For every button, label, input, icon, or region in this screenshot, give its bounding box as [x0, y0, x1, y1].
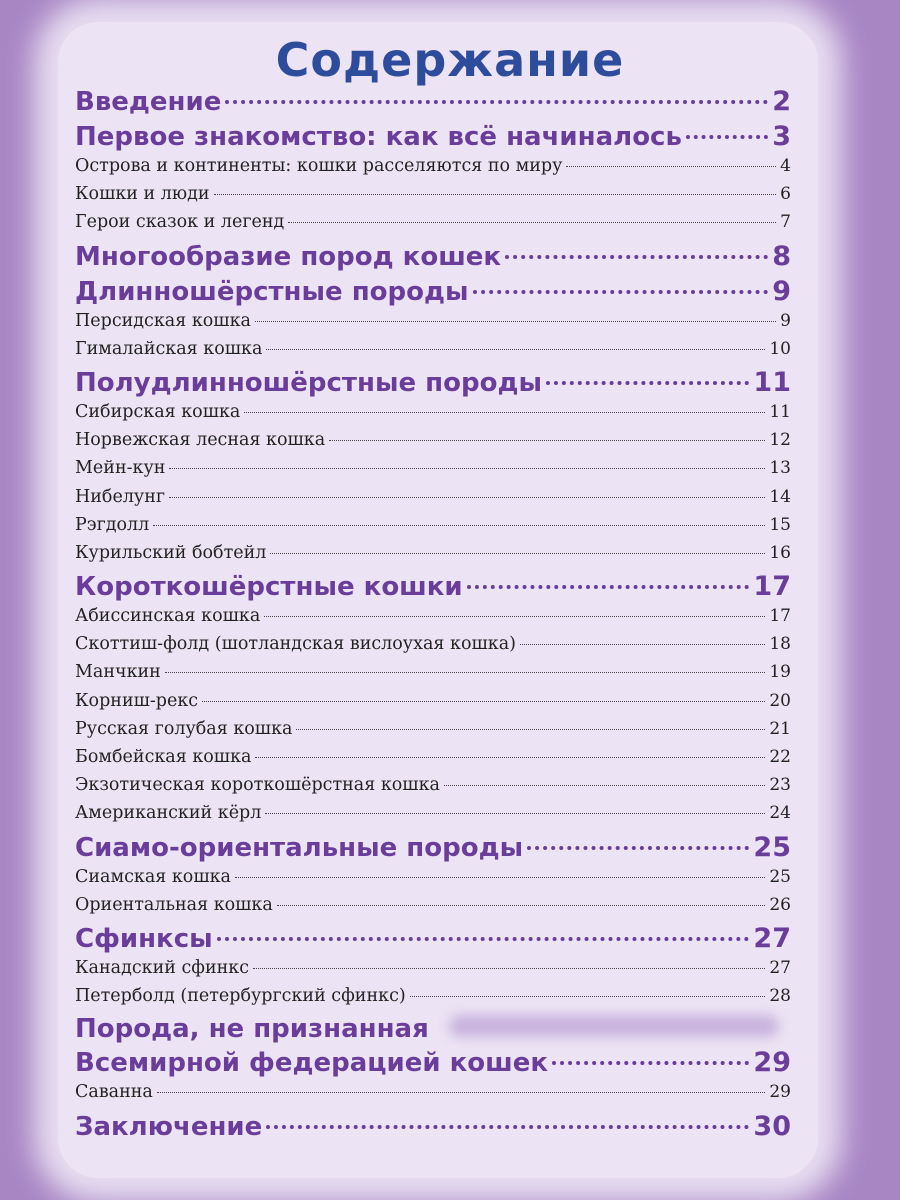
toc-page-number: 15	[769, 514, 791, 535]
toc-entry-label: Рэгдолл	[75, 514, 150, 535]
toc-page-number: 22	[769, 747, 791, 767]
toc-entry-label: Сфинксы	[75, 923, 213, 954]
dot-leader	[165, 672, 766, 673]
toc-page-number: 18	[769, 634, 791, 655]
toc-page-number: 30	[753, 1110, 791, 1142]
toc-page-number: 20	[769, 690, 791, 711]
dot-leader	[288, 222, 776, 223]
toc-entry-label: Герои сказок и легенд	[75, 212, 285, 233]
toc-page-number: 29	[769, 1082, 791, 1103]
toc-entry-label: Манчкин	[75, 662, 161, 683]
toc-chapter	[75, 571, 791, 606]
toc-subentry	[75, 402, 791, 430]
toc-page-number: 29	[753, 1047, 791, 1079]
toc-entry-label: Заключение	[75, 1111, 263, 1142]
toc-entry-label: Гималайская кошка	[75, 338, 263, 359]
dot-leader	[444, 785, 765, 786]
toc-entry-label: Короткошёрстные кошки	[75, 572, 463, 603]
dot-leader	[552, 1061, 749, 1065]
toc-chapter	[75, 1047, 791, 1082]
toc-subentry	[75, 212, 791, 240]
toc-subentry	[75, 339, 791, 367]
toc-page-number: 23	[769, 775, 791, 796]
toc-entry-label: Американский кёрл	[75, 803, 262, 824]
toc-entry-label: Многообразие пород кошек	[75, 241, 502, 272]
toc-subentry	[75, 634, 791, 662]
toc-page-number: 2	[772, 86, 791, 117]
dot-leader	[157, 1092, 765, 1093]
toc-page-number: 11	[753, 366, 791, 398]
toc-page-number: 3	[772, 121, 791, 152]
toc-entry-label: Сибирская кошка	[75, 401, 241, 422]
toc-subentry	[75, 606, 791, 634]
dot-leader	[546, 381, 749, 385]
toc-entry-label: Мейн-кун	[75, 458, 166, 479]
toc-subentry	[75, 458, 791, 486]
toc-page-number: 10	[769, 338, 791, 359]
toc-entry-label: Кошки и люди	[75, 184, 210, 205]
toc-entry-label: Всемирной федерацией кошек	[75, 1048, 549, 1079]
dot-leader	[527, 846, 749, 850]
toc-subentry	[75, 543, 791, 571]
toc-subentry	[75, 867, 791, 895]
toc-entry-label: Острова и континенты: кошки расселяются по миру	[75, 156, 563, 176]
toc-page-number: 4	[780, 156, 791, 176]
toc-entry-label: Саванна	[75, 1082, 153, 1103]
dot-leader	[225, 100, 768, 104]
toc-entry-label: Петерболд (петербургский сфинкс)	[75, 986, 406, 1007]
dot-leader	[686, 135, 768, 139]
dot-leader	[153, 525, 765, 526]
toc-entry-label: Длинношёрстные породы	[75, 276, 469, 307]
toc-entry-label: Сиамская кошка	[75, 866, 231, 887]
toc-chapter	[75, 121, 791, 156]
toc-entry-label: Персидская кошка	[75, 310, 251, 331]
toc-entry-label: Корниш-рекс	[75, 690, 199, 711]
toc-page-number: 21	[769, 718, 791, 739]
toc-subentry	[75, 1082, 791, 1110]
toc-page-number: 13	[769, 458, 791, 479]
dot-leader	[202, 701, 765, 702]
toc-chapter	[75, 367, 791, 402]
toc-chapter	[75, 1014, 791, 1047]
toc-chapter	[75, 1111, 791, 1146]
highlight-smudge	[449, 1015, 779, 1037]
dot-leader	[255, 757, 765, 758]
dot-leader	[169, 497, 765, 498]
toc-entry-label: Скоттиш-фолд (шотландская вислоухая кошка)	[75, 634, 516, 655]
toc-chapter	[75, 241, 791, 276]
toc-entry-label: Сиамо-ориентальные породы	[75, 832, 524, 863]
dot-leader	[214, 194, 777, 195]
toc-entry-label: Бомбейская кошка	[75, 747, 252, 767]
dot-leader	[266, 1125, 749, 1129]
toc-entry-label: Порода, не признанная	[75, 1014, 429, 1045]
toc-page-number: 8	[772, 240, 791, 272]
toc-entry-label: Канадский сфинкс	[75, 957, 250, 978]
toc-page-number: 26	[769, 894, 791, 915]
toc-subentry	[75, 487, 791, 515]
toc-entry-label: Первое знакомство: как всё начиналось	[75, 122, 682, 152]
dot-leader	[566, 166, 776, 167]
toc-entry-label: Русская голубая кошка	[75, 718, 293, 739]
toc-entry-label: Введение	[75, 87, 222, 117]
dot-leader	[244, 412, 765, 413]
toc-entry-label: Абиссинская кошка	[75, 606, 261, 627]
toc-page-number: 24	[769, 803, 791, 824]
toc-subentry	[75, 747, 791, 775]
toc-page-number: 25	[753, 831, 791, 863]
toc-subentry	[75, 515, 791, 543]
toc-page-number: 9	[780, 310, 791, 331]
toc-subentry	[75, 775, 791, 803]
dot-leader	[266, 349, 765, 350]
toc-subentry	[75, 184, 791, 212]
toc-subentry	[75, 958, 791, 986]
dot-leader	[467, 585, 750, 589]
toc-subentry	[75, 719, 791, 747]
toc-subentry	[75, 986, 791, 1014]
toc-page-number: 25	[769, 866, 791, 887]
dot-leader	[520, 644, 765, 645]
dot-leader	[473, 290, 769, 294]
toc-subentry	[75, 691, 791, 719]
dot-leader	[169, 468, 765, 469]
toc-page-number: 7	[780, 212, 791, 233]
toc-entry-label: Полудлинношёрстные породы	[75, 367, 542, 398]
page-title: Содержание	[275, 33, 625, 87]
toc-entry-label: Ориентальная кошка	[75, 894, 273, 915]
dot-leader	[410, 996, 766, 997]
toc-page-number: 16	[769, 542, 791, 563]
dot-leader	[329, 440, 765, 441]
toc-subentry	[75, 895, 791, 923]
toc-page-number: 27	[753, 922, 791, 954]
toc-chapter	[75, 86, 791, 121]
toc-page-number: 9	[772, 275, 791, 307]
toc-entry-label: Экзотическая короткошёрстная кошка	[75, 775, 440, 796]
dot-leader	[505, 255, 768, 259]
toc-page-number: 12	[769, 430, 791, 451]
dot-leader	[255, 321, 776, 322]
toc-subentry	[75, 430, 791, 458]
toc-page-number: 14	[769, 486, 791, 507]
toc-entry-label: Нибелунг	[75, 486, 166, 507]
toc-page-number: 17	[753, 571, 791, 603]
dot-leader	[296, 729, 765, 730]
toc-page-number: 27	[769, 957, 791, 978]
toc-chapter	[75, 276, 791, 311]
toc-subentry	[75, 662, 791, 690]
toc-chapter	[75, 832, 791, 867]
toc-subentry	[75, 311, 791, 339]
dot-leader	[235, 877, 765, 878]
table-of-contents	[75, 86, 791, 1146]
toc-entry-label: Курильский бобтейл	[75, 542, 267, 563]
dot-leader	[270, 553, 765, 554]
toc-chapter	[75, 923, 791, 958]
toc-subentry	[75, 803, 791, 831]
dot-leader	[265, 813, 765, 814]
dot-leader	[217, 937, 750, 941]
toc-page-number: 28	[769, 986, 791, 1007]
toc-page-number: 19	[769, 662, 791, 683]
dot-leader	[253, 968, 765, 969]
dot-leader	[264, 616, 765, 617]
toc-entry-label: Норвежская лесная кошка	[75, 430, 326, 451]
dot-leader	[277, 905, 766, 906]
toc-subentry	[75, 156, 791, 184]
toc-page-number: 11	[769, 401, 791, 422]
toc-page-number: 17	[769, 606, 791, 627]
toc-page-number: 6	[780, 184, 791, 205]
